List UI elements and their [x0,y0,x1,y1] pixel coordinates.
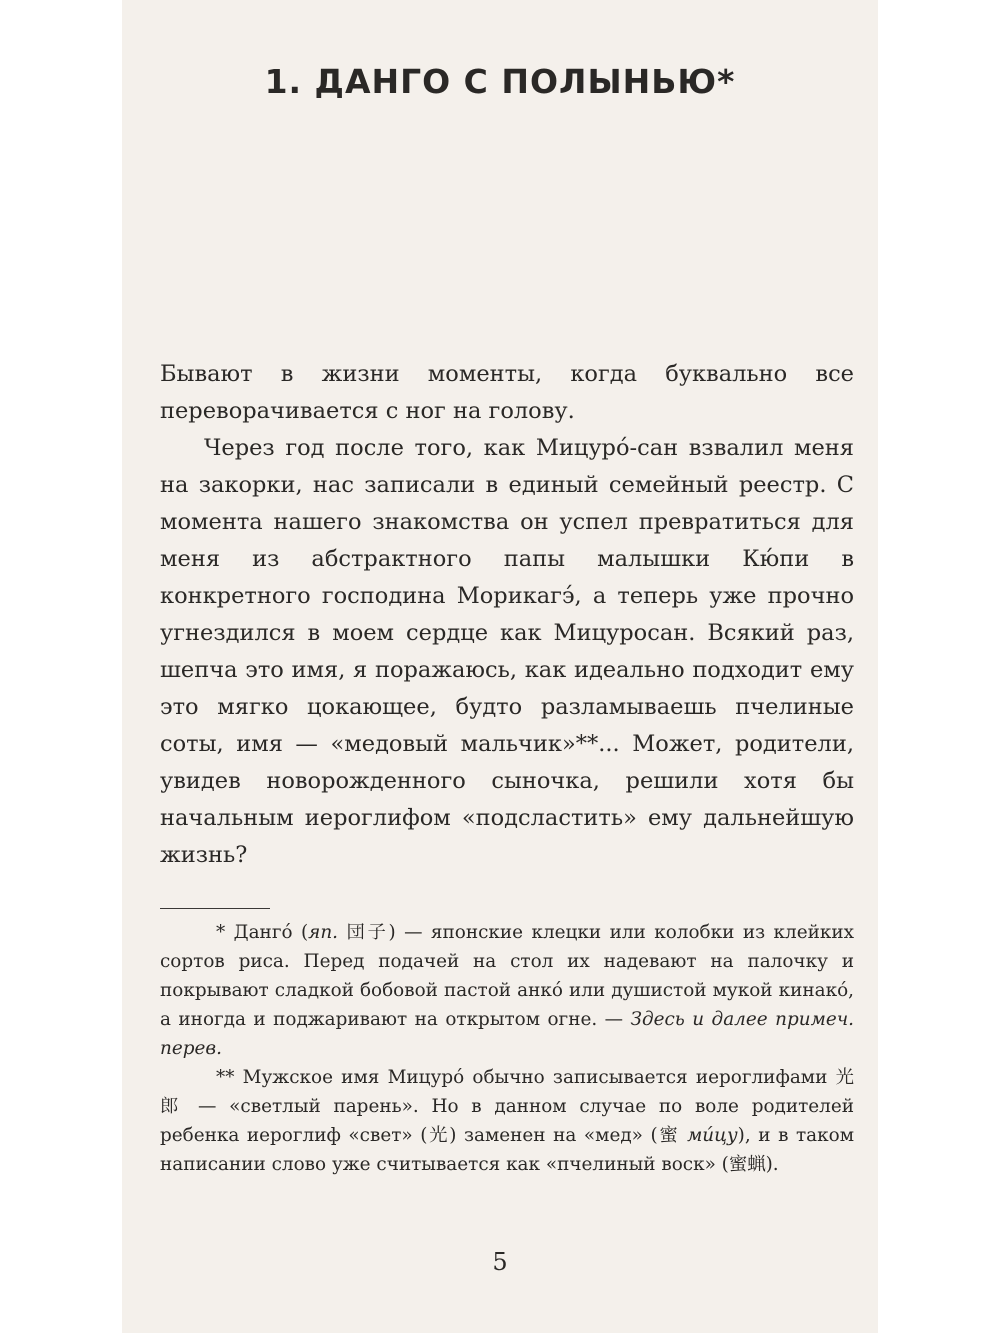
footnote-2 [160,1063,854,1179]
footnote-1-abbr: яп. [308,922,339,943]
footnote-1-text-c: 団子) — японские клецки или колобки из клейких сортов риса. Перед подачей на стол их надевают на палочку и покрывают сладкой бобовой пастой анко́ или душистой мукой кинако́, а иногда и поджаривают на открытом огне. — [160,922,854,1030]
footnote-1 [160,918,854,1063]
main-text [160,356,854,874]
page-number: 5 [492,1248,508,1276]
footnotes [160,918,854,1179]
paragraph-1: Бывают в жизни моменты, когда буквально все переворачивается с ног на голову. [160,361,854,424]
footnote-2-text-c: ), и в таком написании слово уже считывается как «пчелиный воск» (蜜蝋). [160,1125,855,1175]
paragraph-2: Через год после того, как Мицуро́-сан взвалил меня на закорки, нас записали в единый семейный реестр. С момента нашего знакомства он успел превратиться для меня из абстрактного папы малышки Кю́пи в конкретного господина Морикагэ́, а теперь уже прочно угнездился в моем сердце как Мицуросан. Всякий раз, шепча это имя, я поражаюсь, как идеально подходит ему это мягко цокающее, будто разламываешь пчелиные соты, имя — «медовый мальчик»**... Может, родители, увидев новорожденного сыночка, решили хотя бы начальным иероглифом «подсластить» ему дальнейшую жизнь? [160,435,854,868]
footnote-divider [160,908,270,909]
book-page [122,0,878,1333]
footnote-1-text-a: * Данго́ ( [216,922,309,943]
chapter-title: 1. ДАНГО С ПОЛЫНЬЮ* [264,62,736,101]
footnote-2-text-a: ** Мужское имя Мицуро́ обычно записывается иероглифами 光郎 — «светлый парень». Но в данном случае по воле родителей ребенка иероглиф «свет» (光) заменен на «мед» (蜜 [160,1067,854,1146]
footnote-1-translator-note: Здесь и далее примеч. перев. [160,1009,854,1059]
footnote-2-reading: ми́цу [687,1125,738,1146]
